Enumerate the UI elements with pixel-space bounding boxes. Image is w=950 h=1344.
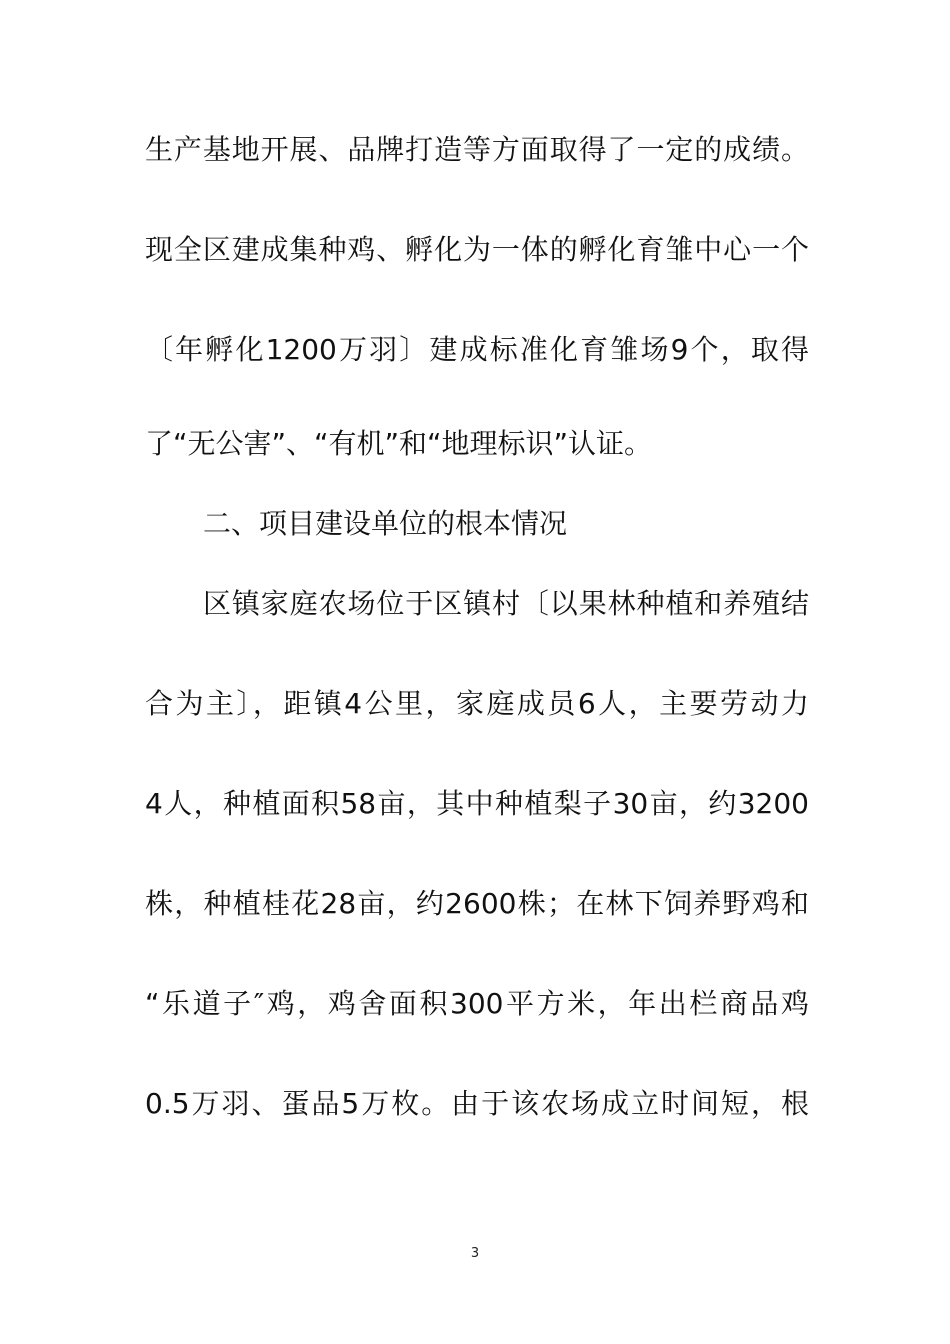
paragraph-line-10: “乐道子″鸡，鸡舍面积300平方米，年出栏商品鸡 — [145, 987, 809, 1020]
paragraph-line-2: 现全区建成集种鸡、孵化为一体的孵化育雏中心一个 — [145, 233, 809, 266]
paragraph-line-11: 0.5万羽、蛋品5万枚。由于该农场成立时间短，根 — [145, 1087, 809, 1120]
paragraph-line-1: 生产基地开展、品牌打造等方面取得了一定的成绩。 — [145, 133, 809, 166]
paragraph-line-6: 区镇家庭农场位于区镇村〔以果林种植和养殖结 — [203, 587, 809, 620]
page-number: 3 — [470, 1246, 480, 1261]
paragraph-line-4: 了“无公害”、“有机”和“地理标识”认证。 — [145, 427, 653, 460]
section-heading: 二、项目建设单位的根本情况 — [203, 507, 568, 540]
paragraph-line-3: 〔年孵化1200万羽〕建成标准化育雏场9个，取得 — [145, 333, 809, 366]
paragraph-line-9: 株，种植桂花28亩，约2600株；在林下饲养野鸡和 — [145, 887, 809, 920]
paragraph-line-8: 4人，种植面积58亩，其中种植梨子30亩，约3200 — [145, 787, 809, 820]
paragraph-line-7: 合为主〕，距镇4公里，家庭成员6人，主要劳动力 — [145, 687, 809, 720]
